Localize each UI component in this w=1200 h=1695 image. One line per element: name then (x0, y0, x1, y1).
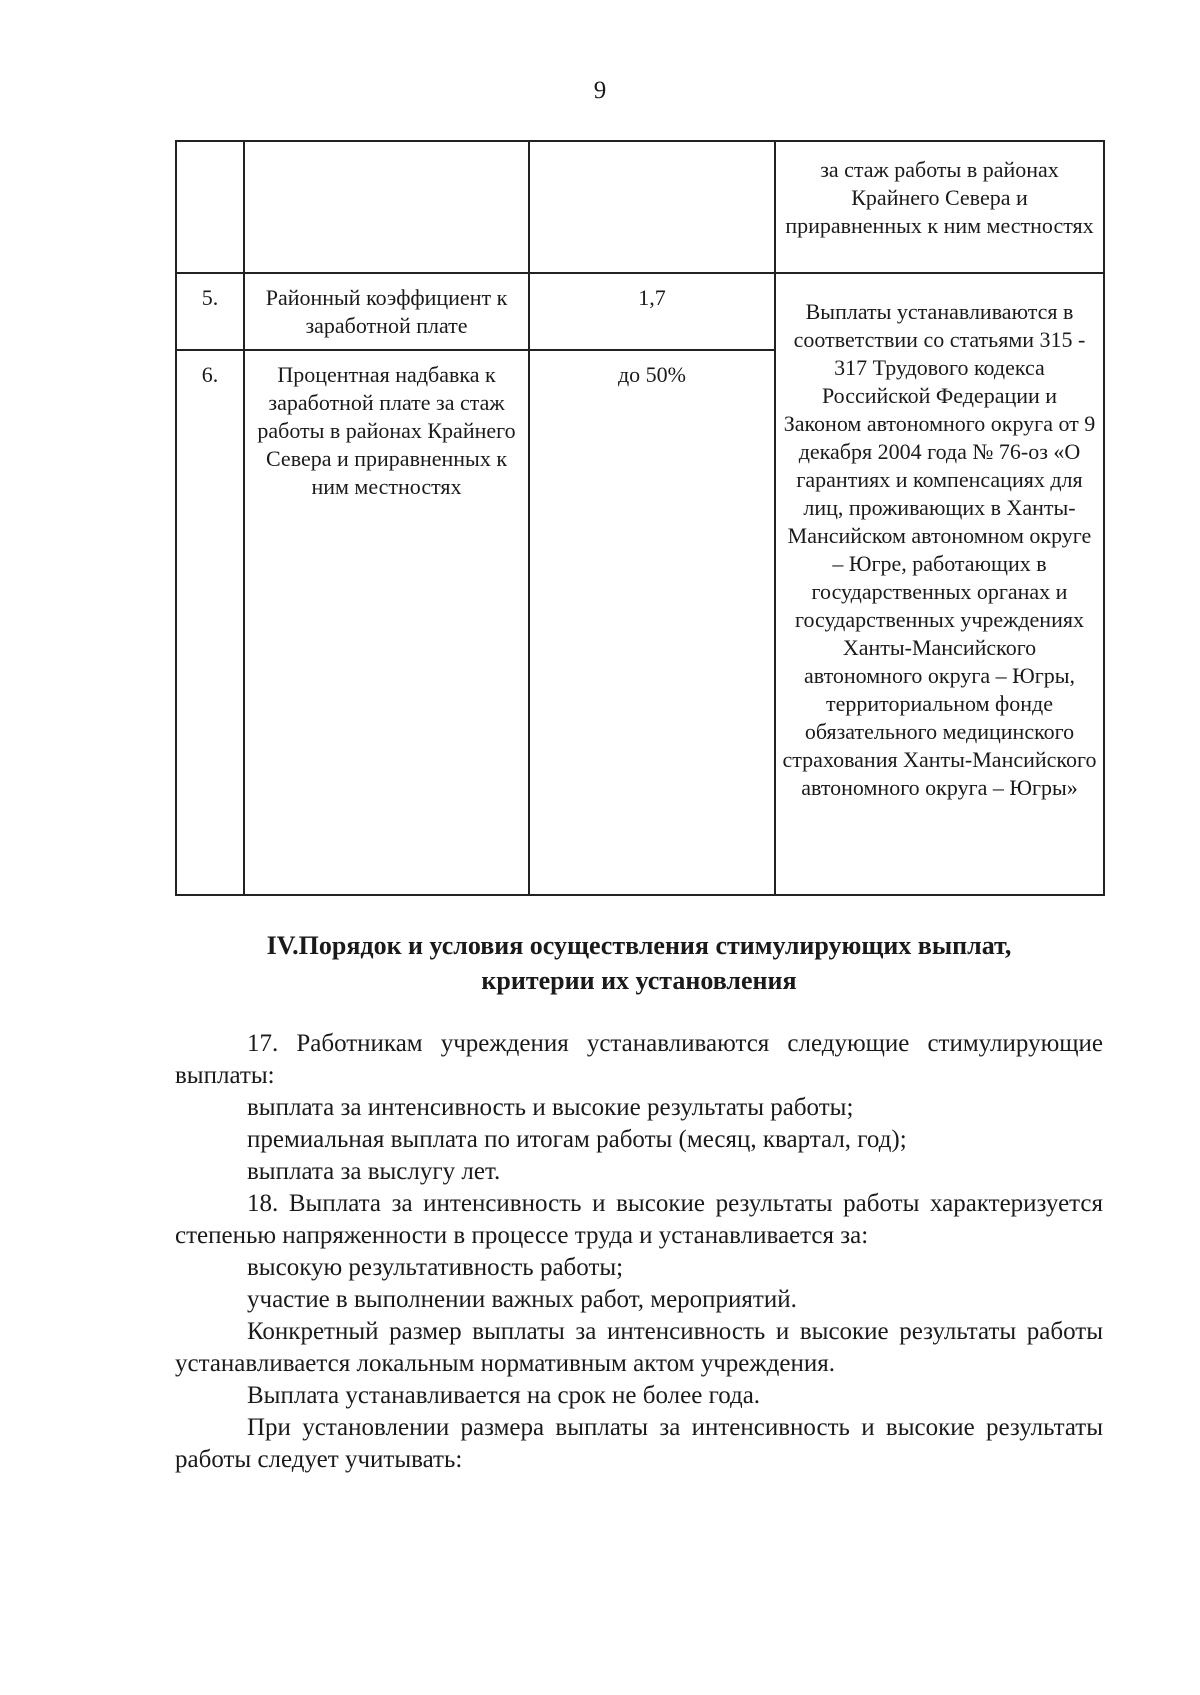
payment-name: Районный коэффициент к заработной плате (265, 285, 508, 338)
paragraph-17: 17. Работникам учреждения устанавливаются следующие стимулирующие выплаты: (175, 1030, 1103, 1089)
table-cell (775, 141, 1104, 273)
payment-value: 1,7 (638, 285, 666, 310)
row-number: 5. (201, 285, 219, 310)
page-number: 9 (593, 77, 607, 104)
list-item: выплата за интенсивность и высокие результаты работы; (247, 1094, 854, 1121)
table-row (176, 141, 1104, 273)
merged-note: Выплаты устанавливаются в соответствии со статьями 315 - 317 Трудового кодекса Российской Федерации и Законом автономного округа от 9 декабря 2004 года № 76-оз «О гарантиях и компенсациях для лиц, проживающих в Ханты-Мансийском автономном округе – Югре, работающих в государственных органах и государственных учреждениях Ханты-Мансийского автономного округа – Югры, территориальном фонде обязательного медицинского страхования Ханты-Мансийского автономного округа – Югры» (782, 299, 1097, 800)
table-cell (529, 141, 775, 273)
table-cell (244, 141, 529, 273)
table-cell (176, 141, 244, 273)
paragraph-18: 18. Выплата за интенсивность и высокие результаты работы характеризуется степенью напряженности в процессе труда и устанавливается за: (175, 1190, 1103, 1249)
list-item: высокую результативность работы; (247, 1254, 624, 1281)
section-heading (175, 928, 1103, 998)
table-row (176, 273, 1104, 350)
list-item: участие в выполнении важных работ, мероприятий. (247, 1286, 797, 1313)
continuation-text: за стаж работы в районах Крайнего Севера и приравненных к ним местностях (785, 157, 1094, 238)
list-item: премиальная выплата по итогам работы (месяц, квартал, год); (247, 1126, 907, 1153)
body-text (175, 1028, 1103, 1476)
paragraph: Конкретный размер выплаты за интенсивность и высокие результаты работы устанавливается локальным нормативным актом учреждения. (175, 1318, 1103, 1377)
row-number-cell (176, 273, 244, 350)
payment-value: до 50% (617, 362, 687, 387)
paragraph: Выплата устанавливается на срок не более года. (247, 1382, 761, 1409)
payment-name: Процентная надбавка к заработной плате за стаж работы в районах Крайнего Севера и приравненных к ним местностях (257, 362, 516, 499)
payment-name-cell (244, 273, 529, 350)
payment-value-cell (529, 273, 775, 350)
section-heading-line: IV.Порядок и условия осуществления стимулирующих выплат, (266, 931, 1012, 960)
row-number: 6. (201, 362, 219, 387)
section-heading-line: критерии их установления (481, 966, 797, 995)
payment-value-cell (529, 350, 775, 895)
list-item: выплата за выслугу лет. (247, 1158, 501, 1185)
paragraph: При установлении размера выплаты за интенсивность и высокие результаты работы следует учитывать: (175, 1414, 1103, 1473)
payment-name-cell (244, 350, 529, 895)
payments-table (175, 140, 1105, 896)
merged-note-cell (775, 273, 1104, 895)
row-number-cell (176, 350, 244, 895)
